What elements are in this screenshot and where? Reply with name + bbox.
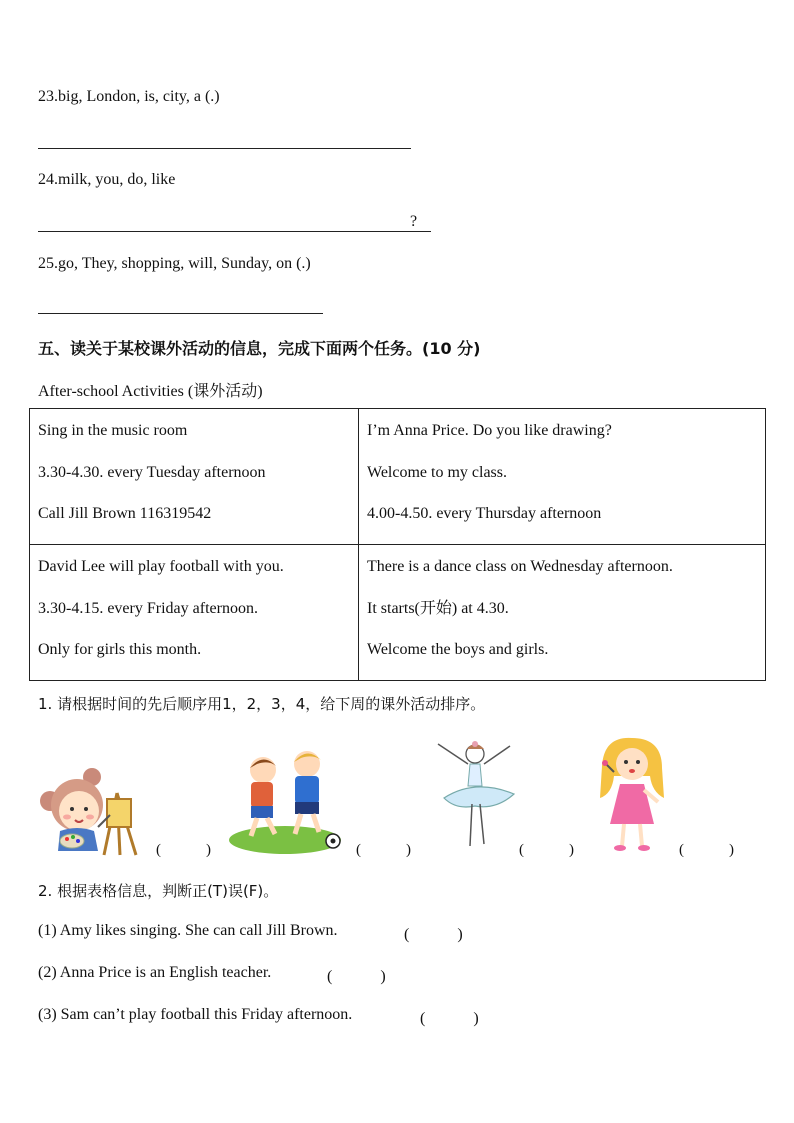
question-24-mark: ? <box>410 213 418 230</box>
cell-drawing <box>359 409 766 545</box>
section-5-heading: 五、读关于某校课外活动的信息，完成下面两个任务。(10 分) <box>38 339 481 358</box>
cell-line: Welcome the boys and girls. <box>367 641 549 658</box>
cell-line: 4.00-4.50. every Thursday afternoon <box>367 505 602 522</box>
cell-line: Call Jill Brown 116319542 <box>38 505 212 522</box>
statement-3-bracket[interactable]: ( ) <box>420 1010 479 1027</box>
statement-1: (1) Amy likes singing. She can call Jill Brown. <box>38 922 338 939</box>
girl-painting-picture <box>32 765 150 857</box>
question-25: 25.go, They, shopping, will, Sunday, on (.) <box>38 255 311 272</box>
answer-line-24[interactable] <box>38 231 431 232</box>
cell-line: There is a dance class on Wednesday afternoon. <box>367 558 673 575</box>
cell-line: Only for girls this month. <box>38 641 202 658</box>
bracket-picture-2[interactable]: ( ) <box>356 842 411 858</box>
cell-singing <box>30 409 359 545</box>
cell-line: Welcome to my class. <box>367 463 508 481</box>
cell-football <box>30 545 359 681</box>
bracket-picture-4[interactable]: ( ) <box>679 842 734 858</box>
answer-line-23[interactable] <box>38 148 411 149</box>
statement-3: (3) Sam can’t play football this Friday afternoon. <box>38 1006 353 1023</box>
cell-line: I’m Anna Price. Do you like drawing? <box>367 422 612 439</box>
task-2-instruction: 2. 根据表格信息，判断正(T)误(F)。 <box>38 882 279 900</box>
statement-2-bracket[interactable]: ( ) <box>327 968 386 985</box>
ballet-dancer-picture <box>434 734 532 854</box>
question-24: 24.milk, you, do, like <box>38 171 176 188</box>
cell-line: It starts(开始) at 4.30. <box>367 599 509 617</box>
activities-table <box>29 408 766 681</box>
question-23: 23.big, London, is, city, a (.) <box>38 88 220 105</box>
cell-dance <box>359 545 766 681</box>
task-1-instruction: 1. 请根据时间的先后顺序用1，2，3，4，给下周的课外活动排序。 <box>38 695 486 713</box>
cell-line: Sing in the music room <box>38 422 188 439</box>
statement-1-bracket[interactable]: ( ) <box>404 926 463 943</box>
girl-singing-picture <box>592 736 672 854</box>
bracket-picture-1[interactable]: ( ) <box>156 842 211 858</box>
cell-line: 3.30-4.15. every Friday afternoon. <box>38 599 258 617</box>
boys-football-picture <box>229 748 349 858</box>
cell-line: David Lee will play football with you. <box>38 558 284 575</box>
cell-line: 3.30-4.30. every Tuesday afternoon <box>38 463 266 481</box>
answer-line-25[interactable] <box>38 313 323 314</box>
table-title: After-school Activities (课外活动) <box>38 383 263 400</box>
bracket-picture-3[interactable]: ( ) <box>519 842 574 858</box>
statement-2: (2) Anna Price is an English teacher. <box>38 964 272 981</box>
